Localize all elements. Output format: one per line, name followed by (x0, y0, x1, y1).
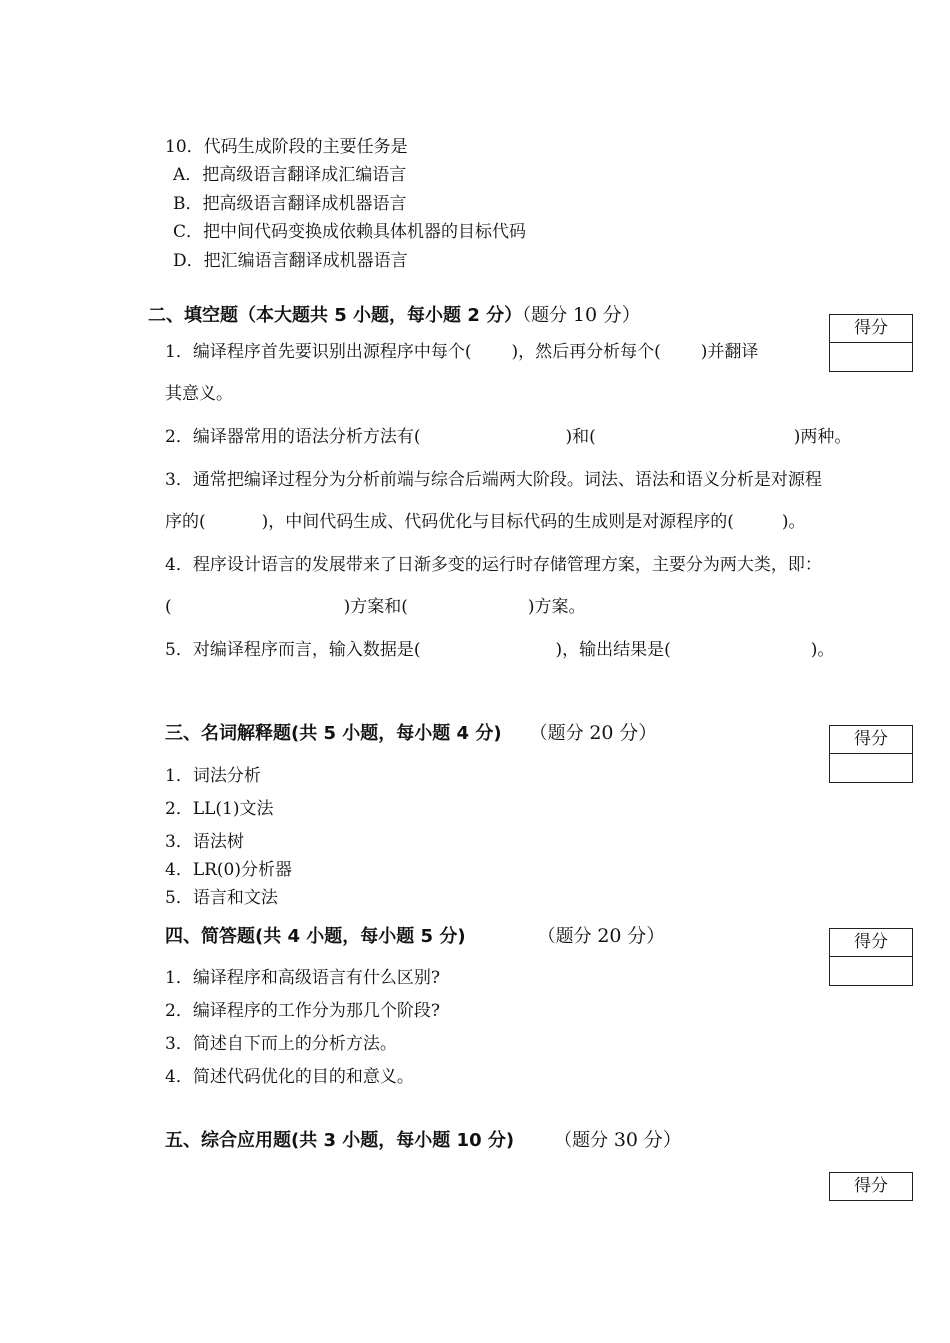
fill-question-4-line-2: ( )方案和( )方案。 (165, 597, 586, 617)
term-item-4: 4．LR(0)分析器 (165, 860, 292, 880)
term-item-2: 2．LL(1)文法 (165, 799, 274, 819)
score-box-section-4 (829, 928, 913, 986)
short-answer-item-2: 2．编译程序的工作分为那几个阶段? (165, 1001, 440, 1021)
fill-question-1: 1．编译程序首先要识别出源程序中每个( )，然后再分析每个( )并翻译 (165, 342, 759, 362)
score-box-section-2 (829, 314, 913, 372)
short-answer-item-3: 3．简述自下而上的分析方法。 (165, 1034, 397, 1054)
fill-question-1-continuation: 其意义。 (165, 384, 233, 404)
section-3-title: 三、名词解释题(共 5 小题，每小题 4 分) （题分 20 分） (165, 722, 658, 744)
question-10-stem: 10．代码生成阶段的主要任务是 (165, 137, 408, 157)
score-box-field (830, 956, 912, 985)
question-10-option-d: D．把汇编语言翻译成机器语言 (173, 251, 408, 271)
score-box-label: 得分 (854, 932, 888, 952)
question-10-option-c: C．把中间代码变换成依赖具体机器的目标代码 (173, 222, 527, 242)
score-box-section-5 (829, 1172, 913, 1201)
section-4-title: 四、简答题(共 4 小题，每小题 5 分) （题分 20 分） (165, 925, 666, 947)
score-box-section-3 (829, 725, 913, 783)
term-item-5: 5．语言和文法 (165, 888, 278, 908)
score-box-field (830, 753, 912, 782)
score-box-label: 得分 (854, 318, 888, 338)
fill-question-5: 5．对编译程序而言，输入数据是( )，输出结果是( )。 (165, 640, 835, 660)
fill-question-3-line-2: 序的( )，中间代码生成、代码优化与目标代码的生成则是对源程序的( )。 (165, 512, 806, 532)
short-answer-item-1: 1．编译程序和高级语言有什么区别? (165, 968, 440, 988)
section-2-title: 二、填空题（本大题共 5 小题，每小题 2 分）（题分 10 分） (148, 304, 641, 326)
section-5-title: 五、综合应用题(共 3 小题，每小题 10 分) （题分 30 分） (165, 1129, 682, 1151)
question-10-option-a: A．把高级语言翻译成汇编语言 (173, 165, 407, 185)
fill-question-4-line-1: 4．程序设计语言的发展带来了日渐多变的运行时存储管理方案，主要分为两大类，即： (165, 555, 822, 575)
short-answer-item-4: 4．简述代码优化的目的和意义。 (165, 1067, 414, 1087)
score-box-field (830, 342, 912, 371)
question-10-option-b: B．把高级语言翻译成机器语言 (173, 194, 407, 214)
fill-question-3-line-1: 3．通常把编译过程分为分析前端与综合后端两大阶段。词法、语法和语义分析是对源程 (165, 470, 822, 490)
term-item-1: 1．词法分析 (165, 766, 261, 786)
fill-question-2: 2．编译器常用的语法分析方法有( )和( )两种。 (165, 427, 852, 447)
score-box-label: 得分 (854, 1176, 888, 1196)
score-box-label: 得分 (854, 729, 888, 749)
term-item-3: 3．语法树 (165, 832, 244, 852)
